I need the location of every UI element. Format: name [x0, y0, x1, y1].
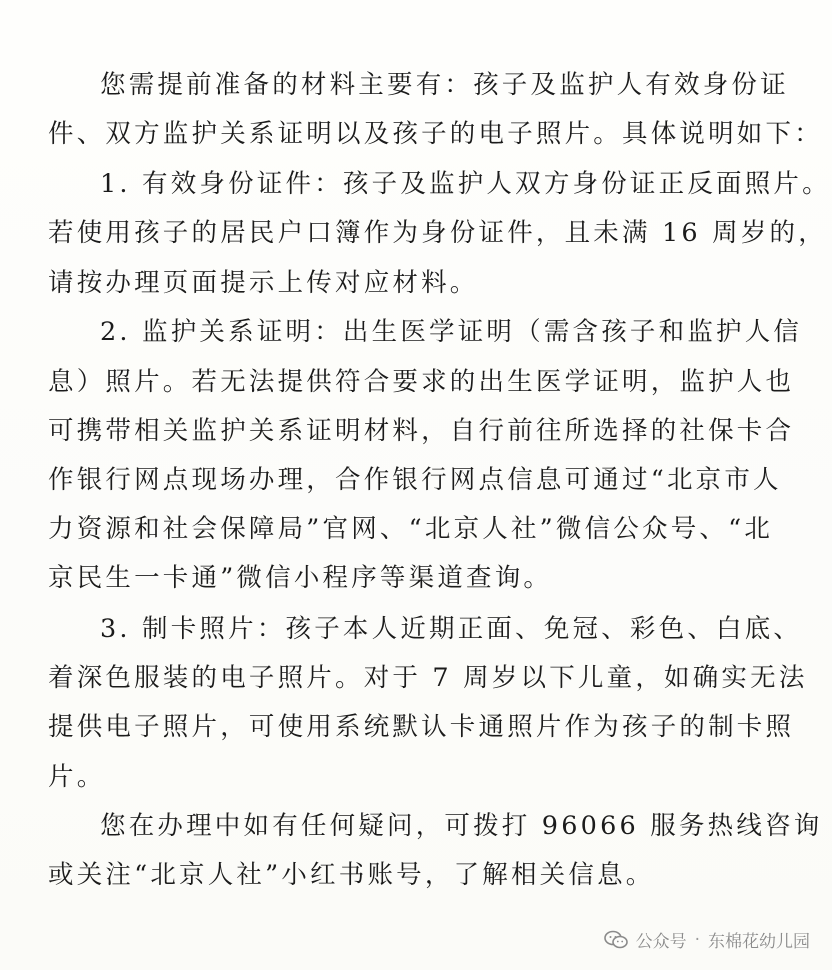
paragraph-line: 京民生一卡通”微信小程序等渠道查询。: [48, 563, 553, 593]
paragraph-line: 息）照片。若无法提供符合要求的出生医学证明，监护人也: [48, 367, 795, 397]
paragraph-line: 若使用孩子的居民户口簿作为身份证件，且未满 16 周岁的，: [48, 218, 827, 248]
watermark-prefix: 公众号: [635, 932, 687, 952]
paragraph-line: 或关注“北京人社”小红书账号，了解相关信息。: [48, 860, 655, 890]
paragraph-line: 2. 监护关系证明：出生医学证明（需含孩子和监护人信: [100, 317, 803, 347]
watermark-account: 东棉花幼儿园: [708, 932, 810, 952]
paragraph-line: 作银行网点现场办理，合作银行网点信息可通过“北京市人: [48, 465, 782, 495]
paragraph-line: 您需提前准备的材料主要有：孩子及监护人有效身份证: [100, 70, 789, 100]
paragraph-line: 力资源和社会保障局”官网、“北京人社”微信公众号、“北: [48, 514, 774, 544]
paragraph-line: 您在办理中如有任何疑问，可拨打 96066 服务热线咨询: [100, 811, 823, 841]
paragraph-line: 1. 有效身份证件：孩子及监护人双方身份证正反面照片。: [100, 169, 831, 199]
paragraph-line: 3. 制卡照片：孩子本人近期正面、免冠、彩色、白底、: [100, 614, 803, 644]
wechat-watermark: [604, 927, 810, 952]
watermark-separator: ·: [694, 929, 700, 950]
paragraph-line: 请按办理页面提示上传对应材料。: [48, 268, 479, 298]
paragraph-line: 提供电子照片，可使用系统默认卡通照片作为孩子的制卡照: [48, 712, 795, 742]
wechat-official-account-icon: [604, 930, 628, 950]
paragraph-line: 可携带相关监护关系证明材料，自行前往所选择的社保卡合: [48, 416, 795, 446]
paragraph-line: 件、双方监护关系证明以及孩子的电子照片。具体说明如下：: [48, 119, 823, 149]
paragraph-line: 片。: [48, 762, 106, 792]
paragraph-line: 着深色服装的电子照片。对于 7 周岁以下儿童，如确实无法: [48, 663, 808, 693]
